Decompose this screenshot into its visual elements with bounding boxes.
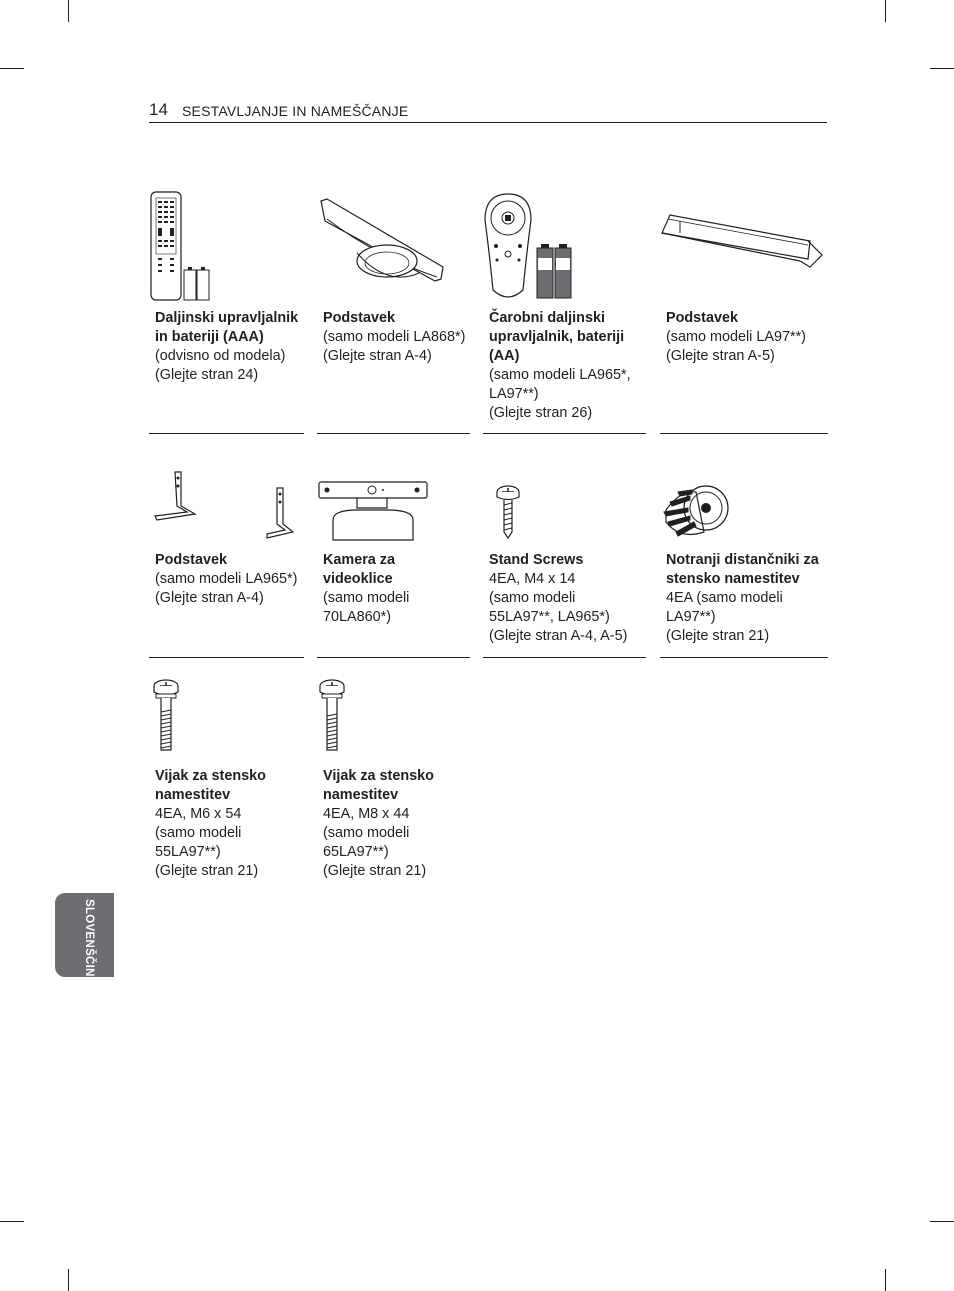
item-caption xyxy=(489,551,627,646)
row-divider xyxy=(483,433,646,434)
item-detail: 4EA, M4 x 14 xyxy=(489,571,576,587)
item-detail: (Glejte stran A-4) xyxy=(155,590,264,606)
row-divider xyxy=(149,657,304,658)
item-title: Stand Screws xyxy=(489,552,584,568)
item-caption xyxy=(489,309,631,423)
item-title: Podstavek xyxy=(666,310,738,326)
remote-control-image xyxy=(149,190,219,302)
item-detail: (Glejte stran 21) xyxy=(666,628,770,644)
item-title: Podstavek xyxy=(155,552,227,568)
row-divider xyxy=(317,433,470,434)
screw-image xyxy=(493,484,523,540)
item-detail: 70LA860*) xyxy=(323,609,392,625)
item-detail: (Glejte stran A-5) xyxy=(666,348,775,364)
item-detail: 55LA97**, LA965*) xyxy=(489,609,610,625)
item-stand-la97 xyxy=(660,185,828,435)
crop-mark xyxy=(0,1221,24,1222)
item-caption xyxy=(666,309,806,366)
crop-mark xyxy=(930,1221,954,1222)
language-label: SLOVENŠČINA xyxy=(83,899,95,986)
video-camera-image xyxy=(317,480,431,542)
row-divider xyxy=(660,433,828,434)
crop-mark xyxy=(68,0,69,22)
item-title: Daljinski upravljalnik xyxy=(155,310,299,326)
item-title: Čarobni daljinski xyxy=(489,310,605,326)
item-title: Kamera za xyxy=(323,552,395,568)
item-caption xyxy=(666,551,819,646)
crop-mark xyxy=(0,68,24,69)
item-caption xyxy=(155,767,266,881)
item-detail: (samo modeli LA97**) xyxy=(666,329,806,345)
item-detail: (Glejte stran A-4, A-5) xyxy=(489,628,628,644)
item-title: in bateriji (AAA) xyxy=(155,329,264,345)
item-detail: (samo modeli LA965*, xyxy=(489,367,631,383)
item-caption xyxy=(323,309,465,366)
item-title: (AA) xyxy=(489,348,520,364)
item-detail: 65LA97**) xyxy=(323,844,389,860)
item-detail: (Glejte stran 21) xyxy=(323,863,427,879)
item-detail: (Glejte stran 21) xyxy=(155,863,259,879)
item-detail: (samo modeli LA965*) xyxy=(155,571,298,587)
item-stand-la965 xyxy=(149,468,304,658)
item-detail: LA97**) xyxy=(489,386,539,402)
item-title: videoklice xyxy=(323,571,393,587)
row-divider xyxy=(317,657,470,658)
item-title: Notranji distančniki za xyxy=(666,552,819,568)
item-camera xyxy=(317,468,470,658)
item-detail: (Glejte stran 26) xyxy=(489,405,593,421)
stand-bar-image xyxy=(660,211,824,275)
item-detail: 55LA97**) xyxy=(155,844,221,860)
spacer-image xyxy=(660,482,732,544)
wall-screw-m8-image xyxy=(317,678,347,754)
item-stand-screws xyxy=(483,468,646,658)
item-title: namestitev xyxy=(323,787,399,803)
item-detail: (Glejte stran 24) xyxy=(155,367,259,383)
item-title: upravljalnik, bateriji xyxy=(489,329,625,345)
page-number: 14 xyxy=(149,100,168,119)
item-caption xyxy=(155,551,297,608)
stand-base-image xyxy=(317,197,447,287)
magic-remote-image xyxy=(483,190,583,302)
item-detail: 4EA (samo modeli xyxy=(666,590,783,606)
page-header xyxy=(149,100,827,123)
item-detail: (samo modeli xyxy=(155,825,242,841)
item-detail: 4EA, M6 x 54 xyxy=(155,806,242,822)
item-detail: (Glejte stran A-4) xyxy=(323,348,432,364)
item-title: Vijak za stensko xyxy=(155,768,266,784)
crop-mark xyxy=(885,1269,886,1291)
language-tab xyxy=(55,893,114,986)
item-caption xyxy=(323,551,409,627)
section-title: SESTAVLJANJE IN NAMEŠČANJE xyxy=(182,103,409,119)
item-caption xyxy=(323,767,434,881)
crop-mark xyxy=(885,0,886,22)
item-detail: LA97**) xyxy=(666,609,716,625)
item-remote-control xyxy=(149,185,304,435)
item-title: stensko namestitev xyxy=(666,571,800,587)
wall-screw-m6-image xyxy=(151,678,181,754)
row-divider xyxy=(483,657,646,658)
item-title: Vijak za stensko xyxy=(323,768,434,784)
stand-legs-image xyxy=(149,468,299,540)
item-stand-la868 xyxy=(317,185,470,435)
item-detail: (samo modeli xyxy=(323,825,410,841)
item-detail: 4EA, M8 x 44 xyxy=(323,806,410,822)
item-wall-screw-m8 xyxy=(317,676,470,886)
item-wall-screw-m6 xyxy=(149,676,304,886)
crop-mark xyxy=(68,1269,69,1291)
item-title: Podstavek xyxy=(323,310,395,326)
item-title: namestitev xyxy=(155,787,231,803)
item-magic-remote xyxy=(483,185,646,435)
item-detail: (samo modeli LA868*) xyxy=(323,329,466,345)
row-divider xyxy=(660,657,828,658)
item-detail: (samo modeli xyxy=(489,590,576,606)
item-detail: (odvisno od modela) xyxy=(155,348,286,364)
item-caption xyxy=(155,309,298,385)
item-detail: (samo modeli xyxy=(323,590,410,606)
crop-mark xyxy=(930,68,954,69)
row-divider xyxy=(149,433,304,434)
item-wall-spacers xyxy=(660,468,828,658)
